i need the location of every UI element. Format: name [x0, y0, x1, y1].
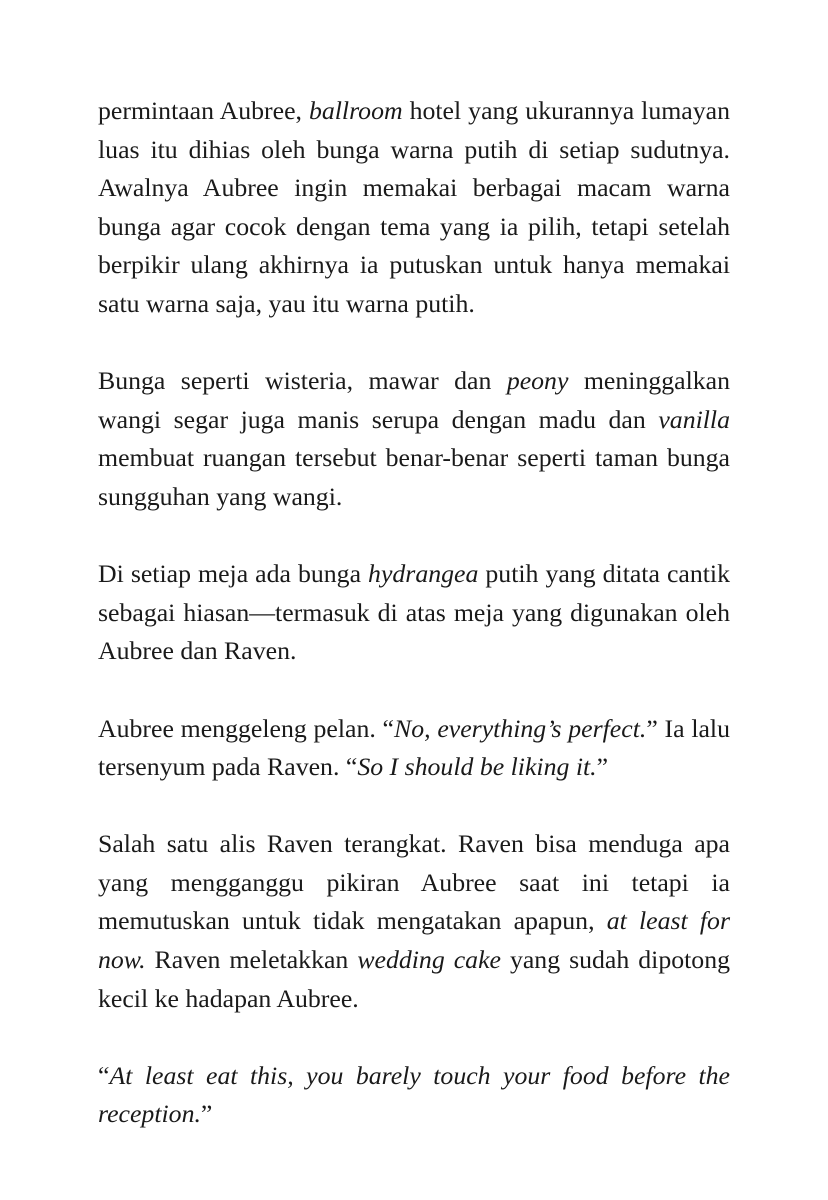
- text-segment: Raven meletakkan: [145, 945, 358, 975]
- italic-segment: At least eat this, you barely touch your food before the reception.: [98, 1060, 730, 1129]
- text-segment: Salah satu alis Raven terangkat. Raven bisa menduga apa yang mengganggu pikiran Aubree saat ini tetapi ia memutuskan untuk tidak mengatakan apapun,: [98, 829, 730, 936]
- text-segment: putih yang ditata cantik sebagai hiasan—termasuk di atas meja yang digunakan oleh Aubree dan Raven.: [98, 559, 730, 666]
- document-page: [98, 92, 730, 1134]
- text-segment: hotel yang ukurannya lumayan luas itu dihias oleh bunga warna putih di setiap sudutnya. Awalnya Aubree ingin memakai berbagai macam warna bunga agar cocok dengan tema yang ia pilih, tetapi setelah berpikir ulang akhirnya ia putuskan untuk hanya memakai satu warna saja, yau itu warna putih.: [98, 96, 730, 318]
- italic-segment: ballroom: [308, 96, 403, 125]
- text-segment: yang sudah dipotong kecil ke hadapan Aubree.: [98, 945, 730, 1013]
- text-segment: Di setiap meja ada bunga: [98, 559, 369, 589]
- text-segment: Bunga seperti wisteria, mawar dan: [98, 366, 507, 396]
- paragraph-ballroom-decoration: [98, 92, 730, 324]
- italic-segment: at least for now.: [98, 906, 730, 975]
- italic-segment: hydrangea: [368, 559, 479, 589]
- italic-segment: wedding cake: [357, 945, 501, 975]
- paragraph-aubree-reply: [98, 710, 730, 787]
- paragraph-hydrangea-tables: [98, 555, 730, 671]
- text-segment: meninggalkan wangi segar juga manis serupa dengan madu dan: [98, 366, 730, 434]
- text-segment: Aubree menggeleng pelan. “: [98, 713, 395, 743]
- paragraph-flowers-scent: [98, 362, 730, 516]
- italic-segment: No, everything’s perfect.: [394, 713, 647, 743]
- text-segment: ” Ia lalu tersenyum pada Raven. “: [98, 713, 731, 782]
- text-segment: ”: [200, 1099, 213, 1129]
- text-segment: ”: [596, 752, 609, 782]
- italic-segment: vanilla: [658, 404, 730, 434]
- italic-segment: peony: [506, 366, 569, 396]
- paragraph-raven-dialogue: [98, 1057, 730, 1134]
- italic-segment: So I should be liking it.: [357, 752, 597, 782]
- paragraph-raven-cake: [98, 825, 730, 1018]
- text-segment: membuat ruangan tersebut benar-benar seperti taman bunga sungguhan yang wangi.: [98, 443, 730, 511]
- text-segment: “: [98, 1060, 110, 1090]
- text-segment: permintaan Aubree,: [98, 96, 309, 125]
